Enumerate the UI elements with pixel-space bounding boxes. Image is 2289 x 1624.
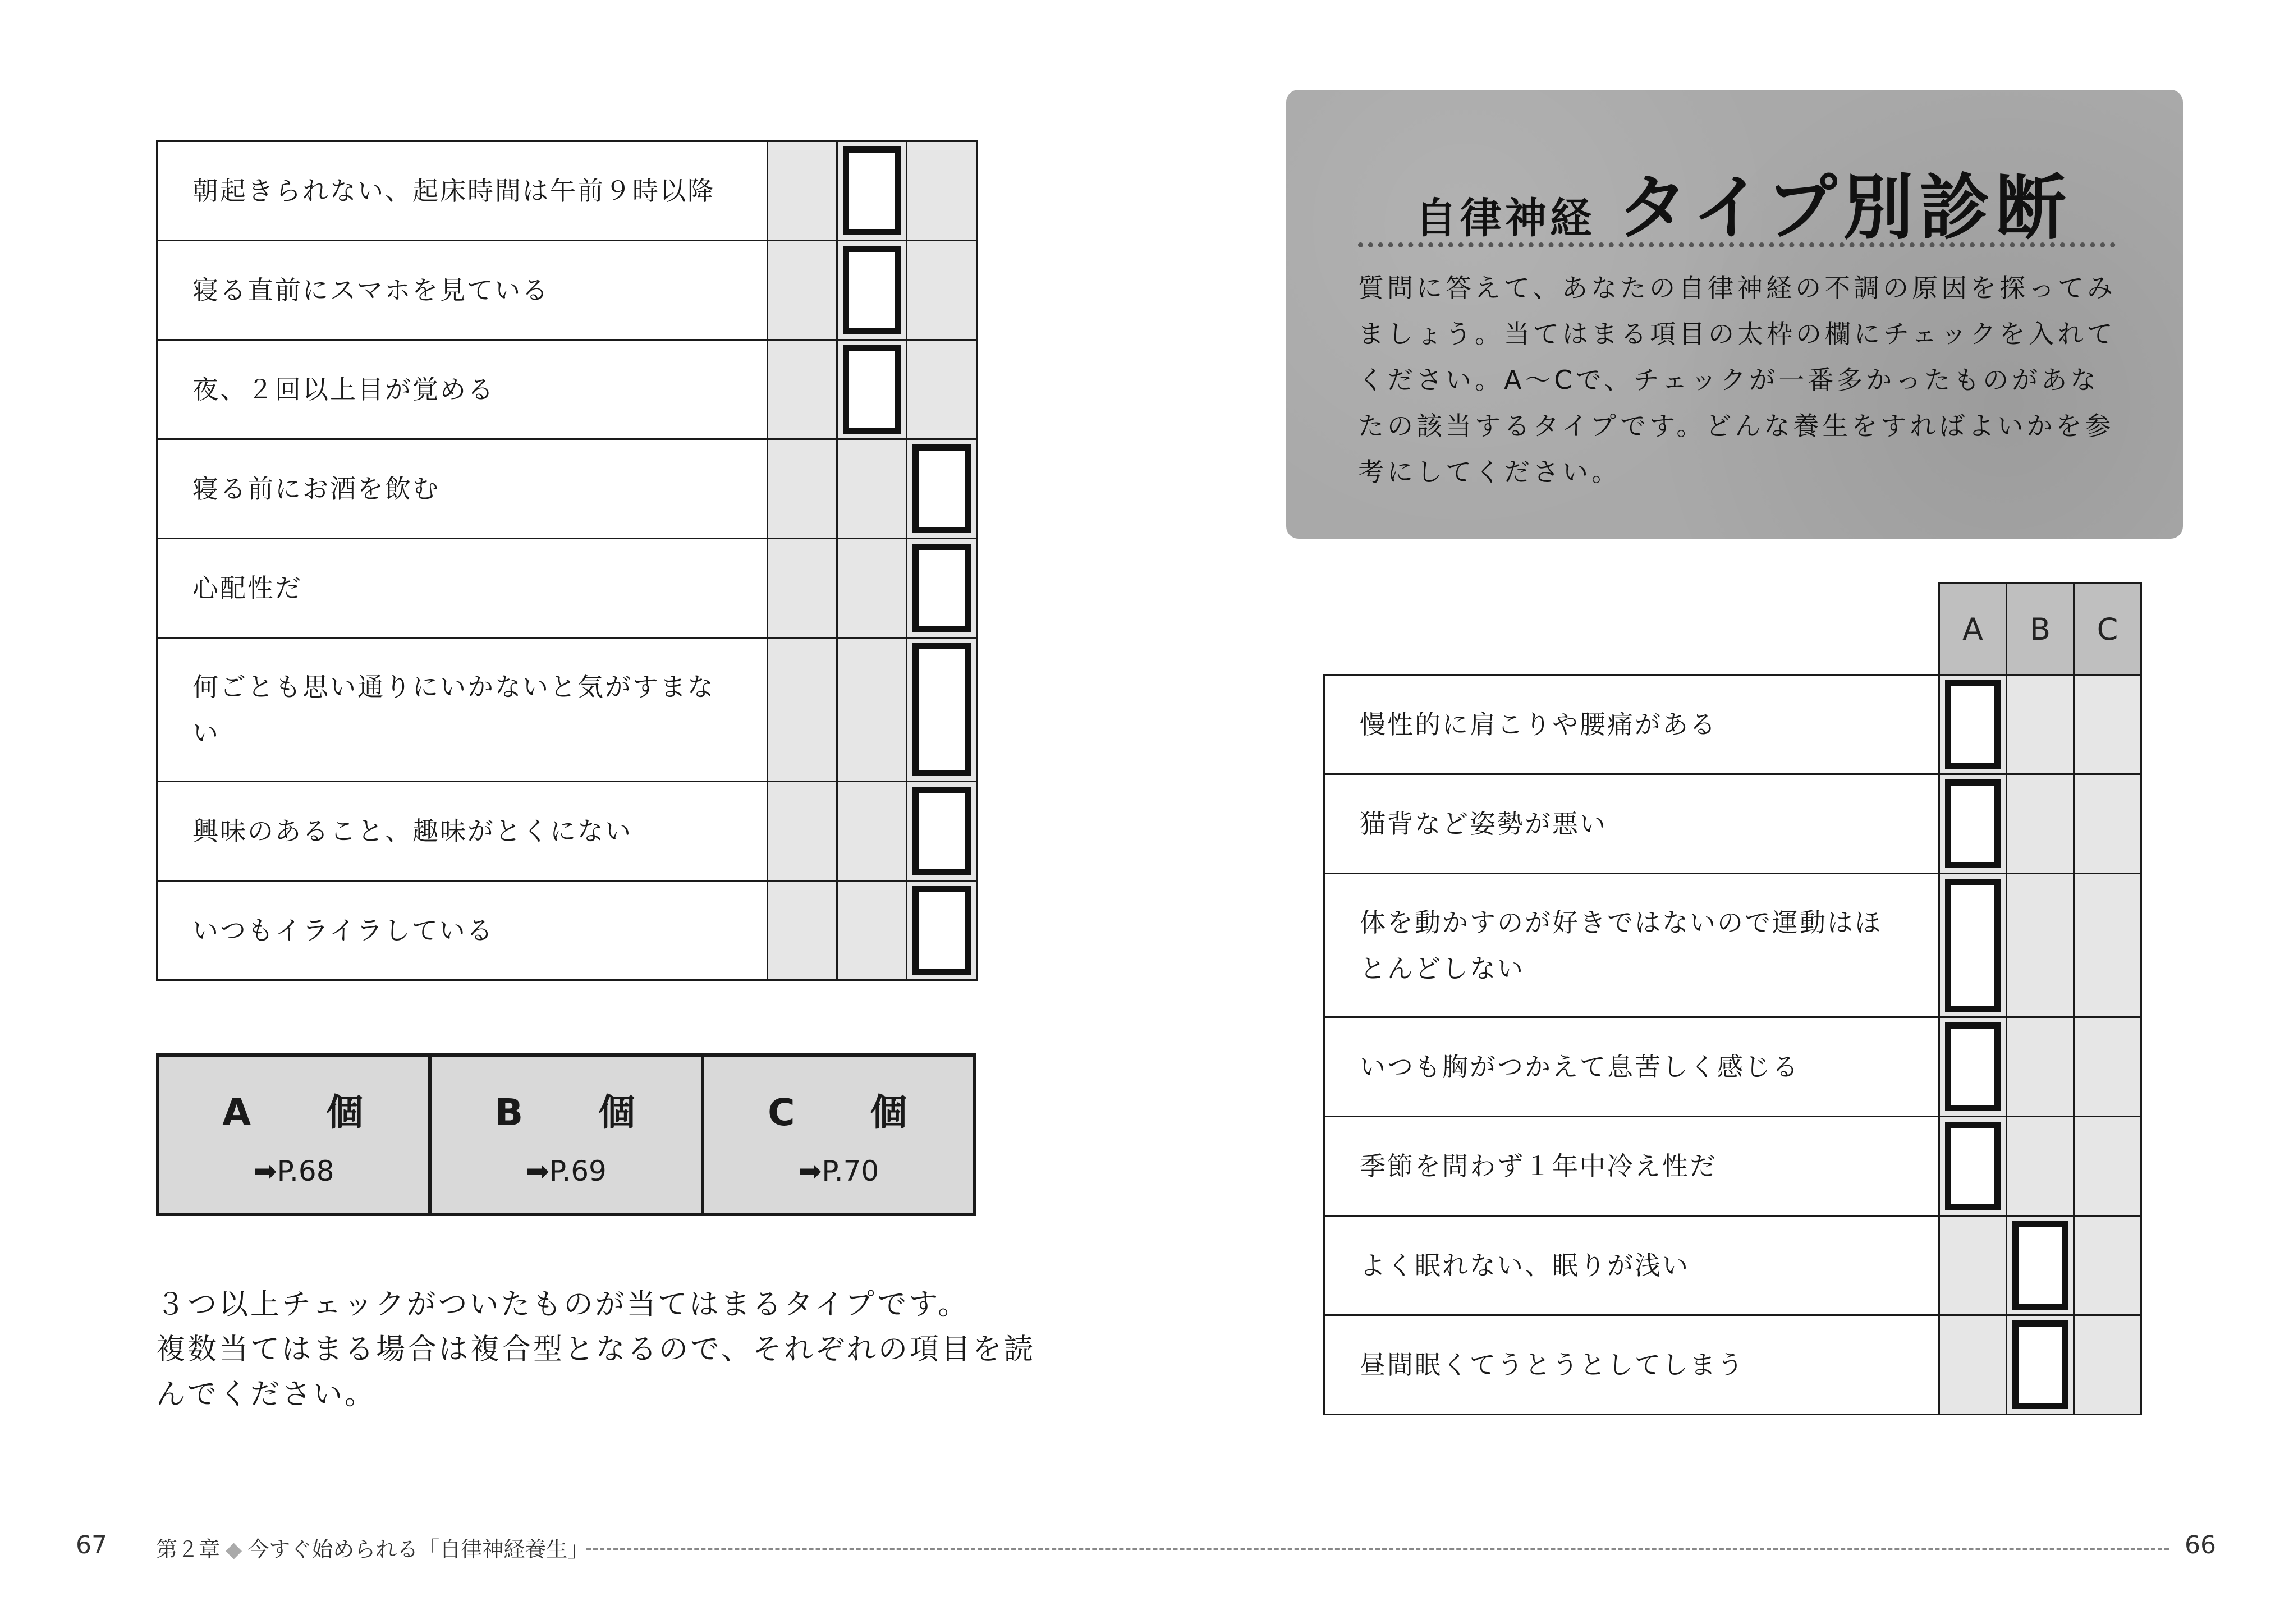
dotted-divider — [1358, 242, 2116, 247]
column-header-a: A — [1939, 584, 2007, 675]
diamond-icon: ◆ — [226, 1537, 242, 1562]
question-row — [1324, 1117, 2141, 1216]
blank-cell-b — [2007, 874, 2074, 1017]
question-text: 夜、２回以上目が覚める — [157, 340, 768, 439]
question-text: 季節を問わず１年中冷え性だ — [1324, 1117, 1939, 1216]
page-title: タイプ別診断 — [1617, 167, 2072, 249]
question-text: 寝る直前にスマホを見ている — [157, 241, 768, 340]
blank-cell-b — [837, 439, 907, 539]
left-question-table — [156, 140, 978, 981]
checkbox-c[interactable] — [907, 439, 978, 539]
question-row — [157, 241, 978, 340]
blank-cell-c — [907, 141, 978, 241]
title-prefix: 自律神経 — [1415, 194, 1595, 242]
blank-cell-b — [837, 782, 907, 881]
summary-cell-c: C 個 ➡P.70 — [703, 1055, 975, 1214]
question-row — [1324, 1216, 2141, 1315]
column-header-b: B — [2007, 584, 2074, 675]
checkbox-a[interactable] — [1939, 774, 2007, 874]
blank-cell-a — [768, 881, 837, 980]
question-text: 朝起きられない、起床時間は午前９時以降 — [157, 141, 768, 241]
checkbox-c[interactable] — [907, 539, 978, 638]
checkbox-a[interactable] — [1939, 1117, 2007, 1216]
checkbox-a[interactable] — [1939, 874, 2007, 1017]
page-number-left: 67 — [76, 1531, 107, 1559]
question-row — [157, 141, 978, 241]
checkbox-b[interactable] — [837, 340, 907, 439]
checkbox-a[interactable] — [1939, 1017, 2007, 1117]
blank-cell-b — [2007, 1017, 2074, 1117]
checkbox-b[interactable] — [837, 141, 907, 241]
checkbox-c[interactable] — [907, 881, 978, 980]
blank-cell-c — [2074, 874, 2141, 1017]
blank-cell-c — [2074, 774, 2141, 874]
blank-cell-a — [1939, 1216, 2007, 1315]
blank-cell-a — [768, 241, 837, 340]
question-text: いつもイライラしている — [157, 881, 768, 980]
right-question-table — [1323, 582, 2142, 1415]
question-row — [1324, 675, 2141, 774]
instruction-note: ３つ以上チェックがついたものが当てはまるタイプです。 複数当てはまる場合は複合型となるので、それぞれの項目を読 んでください。 — [156, 1288, 1035, 1411]
checkbox-b[interactable] — [2007, 1315, 2074, 1415]
diagnosis-header-panel — [1286, 90, 2183, 539]
blank-cell-a — [768, 539, 837, 638]
question-text: 心配性だ — [157, 539, 768, 638]
chapter-label: 第２章 ◆ 今すぐ始められる「自律神経養生」 — [156, 1537, 589, 1562]
blank-cell-c — [2074, 675, 2141, 774]
intro-text: 質問に答えて、あなたの自律神経の不調の原因を探ってみましょう。当てはまる項目の太枠の欄にチェックを入れてください。A～Cで、チェックが一番多かったものがあなたの該当するタイプです。どんな養生をすればよいかを参考にしてください。 — [1358, 273, 2117, 487]
blank-cell-b — [837, 539, 907, 638]
blank-cell-b — [837, 881, 907, 980]
question-text: 何ごとも思い通りにいかないと気がすまない — [157, 638, 768, 782]
blank-cell-c — [2074, 1017, 2141, 1117]
blank-cell-a — [768, 439, 837, 539]
question-text: 慢性的に肩こりや腰痛がある — [1324, 675, 1939, 774]
question-row — [1324, 774, 2141, 874]
question-row — [157, 340, 978, 439]
summary-cell-a: A 個 ➡P.68 — [158, 1055, 430, 1214]
page-ref-c: ➡P.70 — [798, 1154, 879, 1187]
question-row — [157, 638, 978, 782]
checkbox-b[interactable] — [2007, 1216, 2074, 1315]
question-row — [157, 539, 978, 638]
blank-cell-a — [768, 638, 837, 782]
blank-cell-a — [768, 141, 837, 241]
blank-cell-c — [907, 340, 978, 439]
blank-cell-a — [768, 340, 837, 439]
question-text: よく眠れない、眠りが浅い — [1324, 1216, 1939, 1315]
blank-cell-c — [2074, 1216, 2141, 1315]
question-row — [157, 782, 978, 881]
question-row — [1324, 1017, 2141, 1117]
question-row — [1324, 1315, 2141, 1415]
page-ref-a: ➡P.68 — [253, 1154, 334, 1187]
question-text: 昼間眠くてうとうとしてしまう — [1324, 1315, 1939, 1415]
column-header-c: C — [2074, 584, 2141, 675]
checkbox-c[interactable] — [907, 638, 978, 782]
summary-cell-b: B 個 ➡P.69 — [430, 1055, 702, 1214]
blank-cell-c — [2074, 1117, 2141, 1216]
blank-cell-b — [837, 638, 907, 782]
blank-cell-a — [1939, 1315, 2007, 1415]
question-row — [157, 439, 978, 539]
footer-dashed-line — [586, 1548, 2169, 1550]
page-number-right: 66 — [2185, 1531, 2216, 1559]
checkbox-a[interactable] — [1939, 675, 2007, 774]
blank-cell-c — [2074, 1315, 2141, 1415]
checkbox-c[interactable] — [907, 782, 978, 881]
question-text: 猫背など姿勢が悪い — [1324, 774, 1939, 874]
page-ref-b: ➡P.69 — [526, 1154, 607, 1187]
blank-cell-a — [768, 782, 837, 881]
question-row — [157, 881, 978, 980]
question-text: 体を動かすのが好きではないので運動はほとんどしない — [1324, 874, 1939, 1017]
question-text: 興味のあること、趣味がとくにない — [157, 782, 768, 881]
question-text: 寝る前にお酒を飲む — [157, 439, 768, 539]
question-row — [1324, 874, 2141, 1017]
question-text: いつも胸がつかえて息苦しく感じる — [1324, 1017, 1939, 1117]
checkbox-b[interactable] — [837, 241, 907, 340]
blank-cell-c — [907, 241, 978, 340]
score-summary-table — [156, 1053, 976, 1216]
blank-cell-b — [2007, 774, 2074, 874]
blank-cell-b — [2007, 675, 2074, 774]
blank-cell-b — [2007, 1117, 2074, 1216]
